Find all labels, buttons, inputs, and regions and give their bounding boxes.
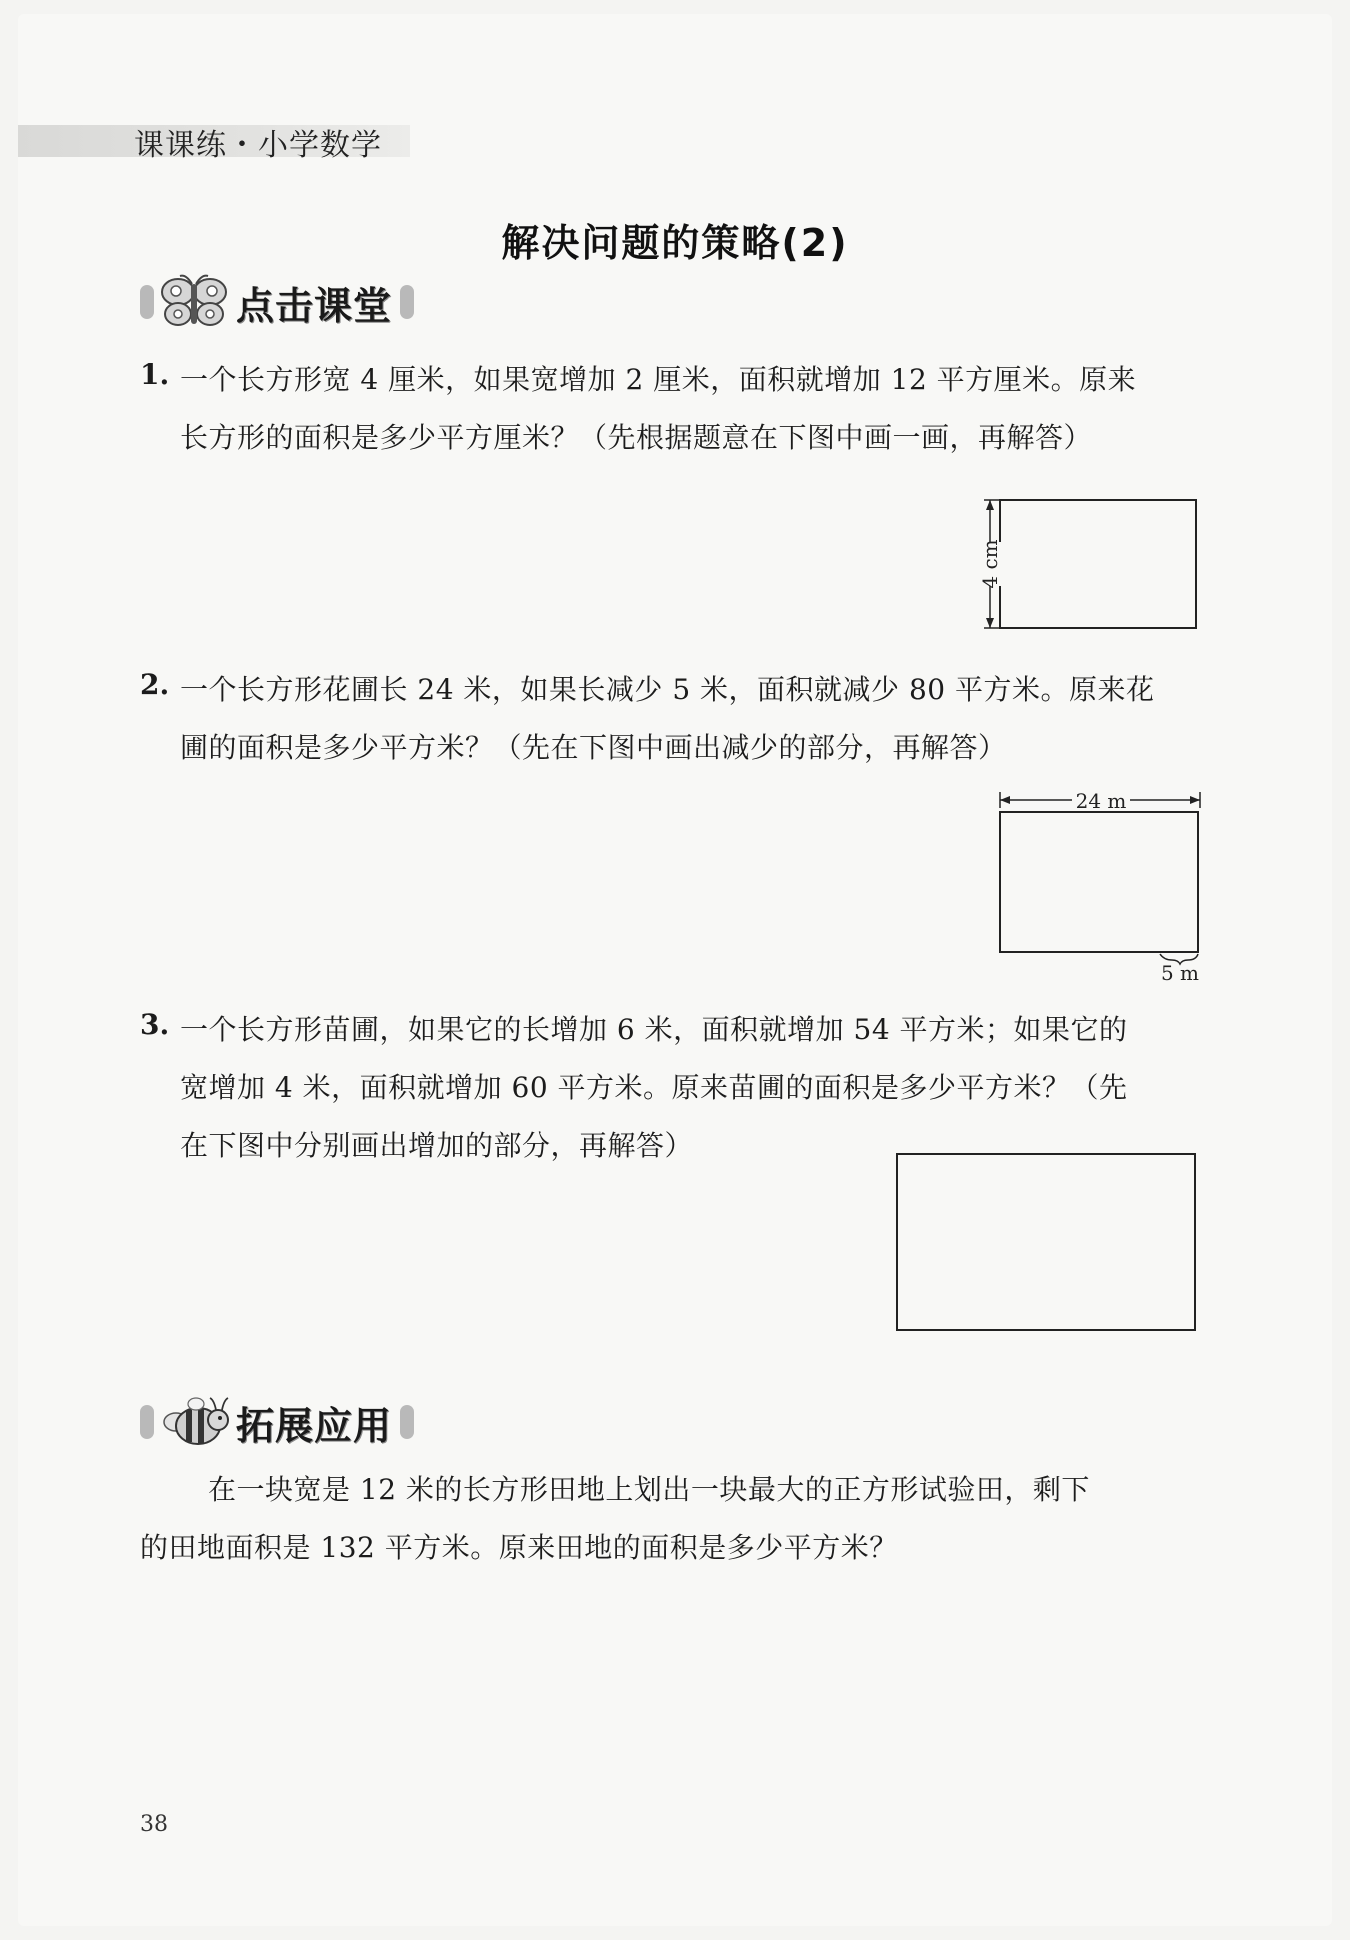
question-text-line: 宽增加 4 米，面积就增加 60 平方米。原来苗圃的面积是多少平方米？（先 (180, 1071, 1128, 1104)
question-text-line: 长方形的面积是多少平方厘米？（先根据题意在下图中画一画，再解答） (180, 421, 1093, 454)
section-title-classroom: 点击课堂 (236, 283, 393, 328)
banner-right-cap (400, 285, 414, 319)
question-text-line: 一个长方形苗圃，如果它的长增加 6 米，面积就增加 54 平方米；如果它的 (180, 1013, 1128, 1046)
question-3-figure (895, 1152, 1199, 1332)
question-number: 3. (140, 1008, 170, 1041)
question-text-line: 圃的面积是多少平方米？（先在下图中画出减少的部分，再解答） (180, 731, 1007, 764)
running-header: 课课练・小学数学 (134, 128, 382, 163)
question-2-figure (990, 780, 1210, 985)
extension-text-line: 的田地面积是 132 平方米。原来田地的面积是多少平方米？ (140, 1531, 898, 1564)
section-title-extension: 拓展应用 (236, 1403, 393, 1448)
section-banner-extension (140, 1392, 414, 1452)
rectangle-shape (1000, 500, 1196, 628)
extension-text-line: 在一块宽是 12 米的长方形田地上划出一块最大的正方形试验田，剩下 (208, 1473, 1090, 1506)
question-1-figure (970, 490, 1210, 630)
question-number: 2. (140, 668, 170, 701)
banner-right-cap (400, 1405, 414, 1439)
section-banner-classroom (140, 272, 414, 332)
question-number: 1. (140, 358, 170, 391)
rectangle-shape (897, 1154, 1195, 1330)
figure-label-width: 4 cm (978, 539, 1002, 589)
butterfly-icon (154, 272, 234, 332)
question-text-line: 一个长方形花圃长 24 米，如果长减少 5 米，面积就减少 80 平方米。原来花 (180, 673, 1155, 706)
figure-label-length: 24 m (1075, 789, 1127, 813)
figure-label-reduction: 5 m (1160, 961, 1200, 985)
banner-left-cap (140, 1405, 154, 1439)
question-text-line: 在下图中分别画出增加的部分，再解答） (180, 1129, 694, 1162)
lesson-title: 解决问题的策略(2) (501, 221, 849, 265)
rectangle-shape (1000, 812, 1198, 952)
banner-left-cap (140, 285, 154, 319)
bee-icon (154, 1392, 234, 1452)
page-number: 38 (140, 1812, 168, 1837)
question-text-line: 一个长方形宽 4 厘米，如果宽增加 2 厘米，面积就增加 12 平方厘米。原来 (180, 363, 1137, 396)
